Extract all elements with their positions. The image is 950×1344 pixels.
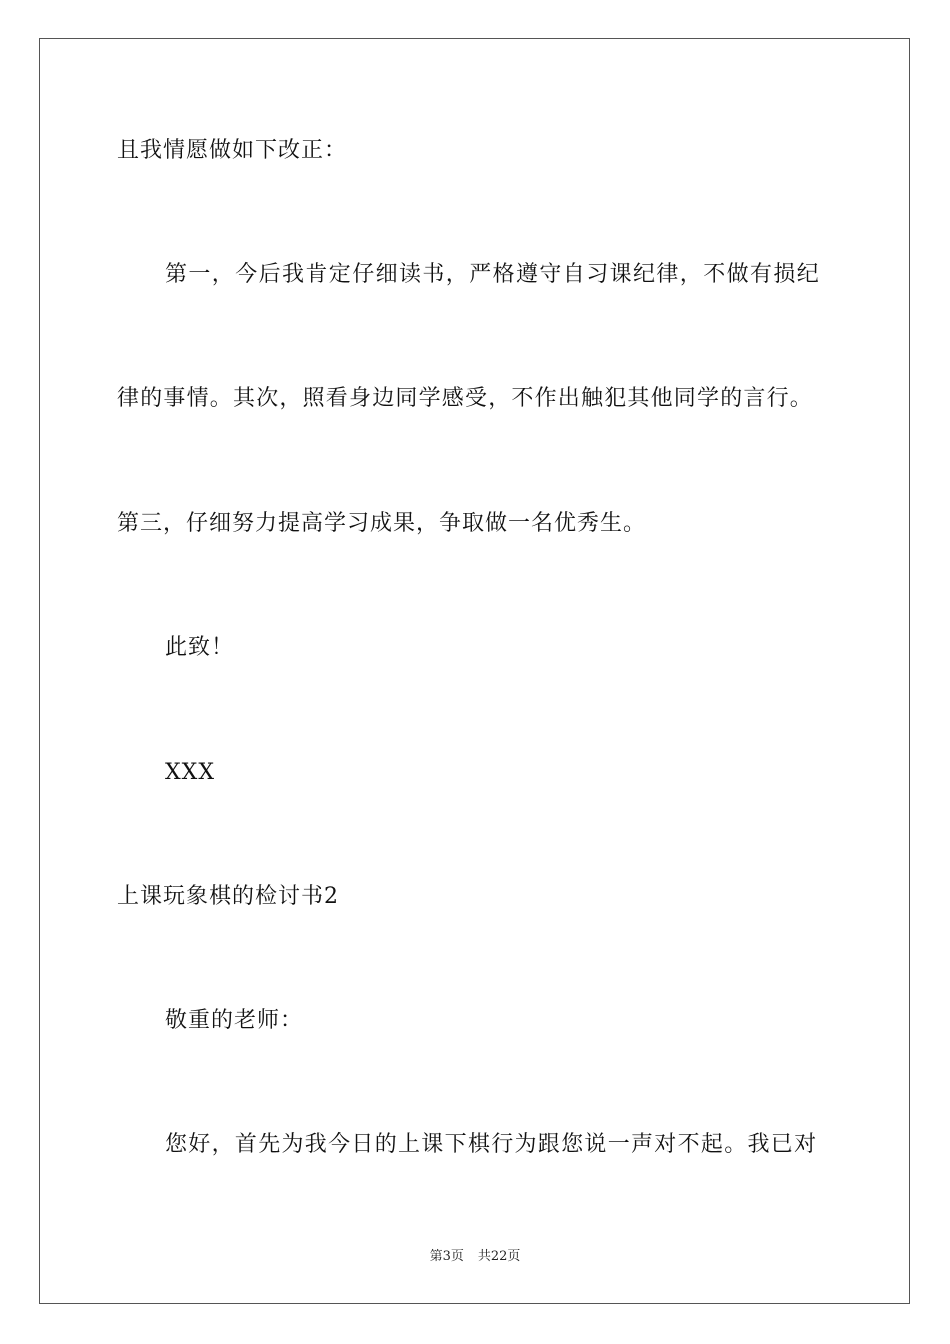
paragraph-line-3: 律的事情。其次，照看身边同学感受，不作出触犯其他同学的言行。 [117,386,814,411]
paragraph-line-9: 您好，首先为我今日的上课下棋行为跟您说一声对不起。我已对 [165,1132,818,1157]
paragraph-line-1: 且我情愿做如下改正： [117,138,348,163]
signature-name: XXX [165,760,215,785]
greeting-line: 敬重的老师： [165,1008,304,1033]
paragraph-line-4: 第三，仔细努力提高学习成果，争取做一名优秀生。 [117,511,647,536]
section-title: 上课玩象棋的检讨书2 [117,884,339,909]
page-total: 共22页 [477,1249,521,1264]
paragraph-line-2: 第一，今后我肯定仔细读书，严格遵守自习课纪律，不做有损纪 [165,262,821,287]
page-number: 第3页 [429,1249,464,1264]
closing-salutation: 此致！ [165,635,235,660]
page-footer [0,1248,950,1266]
page-border [39,38,910,1304]
